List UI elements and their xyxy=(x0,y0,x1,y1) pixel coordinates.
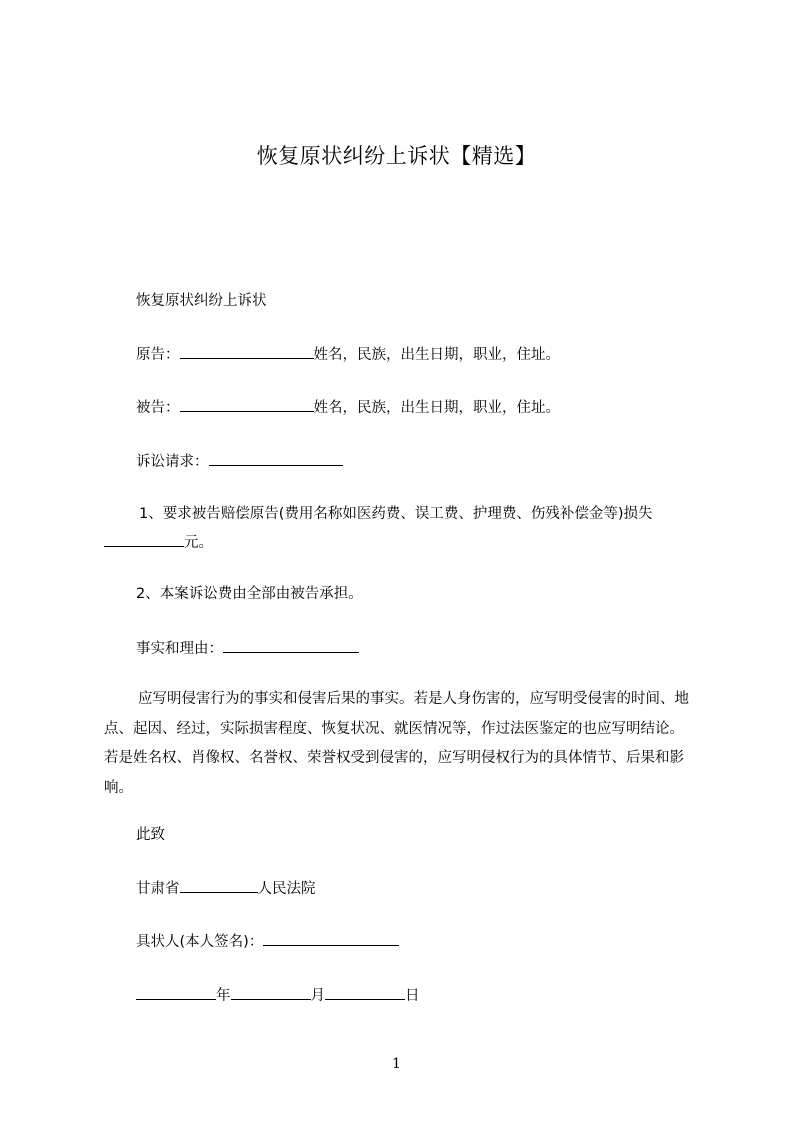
month-blank xyxy=(231,985,311,1000)
plaintiff-info: 姓名，民族，出生日期，职业，住址。 xyxy=(313,347,560,363)
court-line xyxy=(136,878,316,899)
court-name-blank xyxy=(180,878,258,893)
claims-blank xyxy=(209,451,343,466)
closing-text: 此致 xyxy=(136,827,165,843)
document-heading: 恢复原状纠纷上诉状 xyxy=(136,293,267,309)
court-suffix: 人民法院 xyxy=(257,881,316,897)
claim-2-text: 2、本案诉讼费由全部由被告承担。 xyxy=(136,586,363,602)
facts-line xyxy=(136,638,359,659)
plaintiff-line xyxy=(136,344,560,365)
plaintiff-name-blank xyxy=(180,344,314,359)
signature-line xyxy=(136,931,399,952)
defendant-name-blank xyxy=(180,397,314,412)
defendant-info: 姓名，民族，出生日期，职业，住址。 xyxy=(313,400,560,416)
plaintiff-label: 原告： xyxy=(136,347,180,363)
day-label: 日 xyxy=(405,988,420,1004)
claim-1-unit: 元。 xyxy=(184,535,213,551)
claims-line xyxy=(136,451,343,472)
facts-paragraph xyxy=(104,685,694,803)
year-label: 年 xyxy=(216,988,231,1004)
day-blank xyxy=(325,985,405,1000)
claims-label: 诉讼请求： xyxy=(136,454,209,470)
court-prefix: 甘肃省 xyxy=(136,881,180,897)
facts-blank xyxy=(223,638,359,653)
signature-label: 具状人(本人签名)： xyxy=(136,934,264,950)
document-title: 恢复原状纠纷上诉状【精选】 xyxy=(256,144,537,168)
facts-label: 事实和理由： xyxy=(136,641,223,657)
claim-1-amount-blank xyxy=(104,532,184,547)
defendant-line xyxy=(136,397,560,418)
page-number: 1 xyxy=(392,1056,401,1072)
claim-1-text: 1、要求被告赔偿原告(费用名称如医药费、误工费、护理费、伤残补偿金等)损失 xyxy=(139,506,653,522)
claim-1-amount-line xyxy=(104,532,213,553)
year-blank xyxy=(136,985,216,1000)
signature-blank xyxy=(263,931,399,946)
defendant-label: 被告： xyxy=(136,400,180,416)
month-label: 月 xyxy=(310,988,325,1004)
facts-body: 应写明侵害行为的事实和侵害后果的事实。若是人身伤害的，应写明受侵害的时间、地点、起因、经过，实际损害程度、恢复状况、就医情况等，作过法医鉴定的也应写明结论。若是姓名权、肖像权、名誉权、荣誉权受到侵害的，应写明侵权行为的具体情节、后果和影响。 xyxy=(104,691,689,796)
date-line xyxy=(136,985,420,1006)
